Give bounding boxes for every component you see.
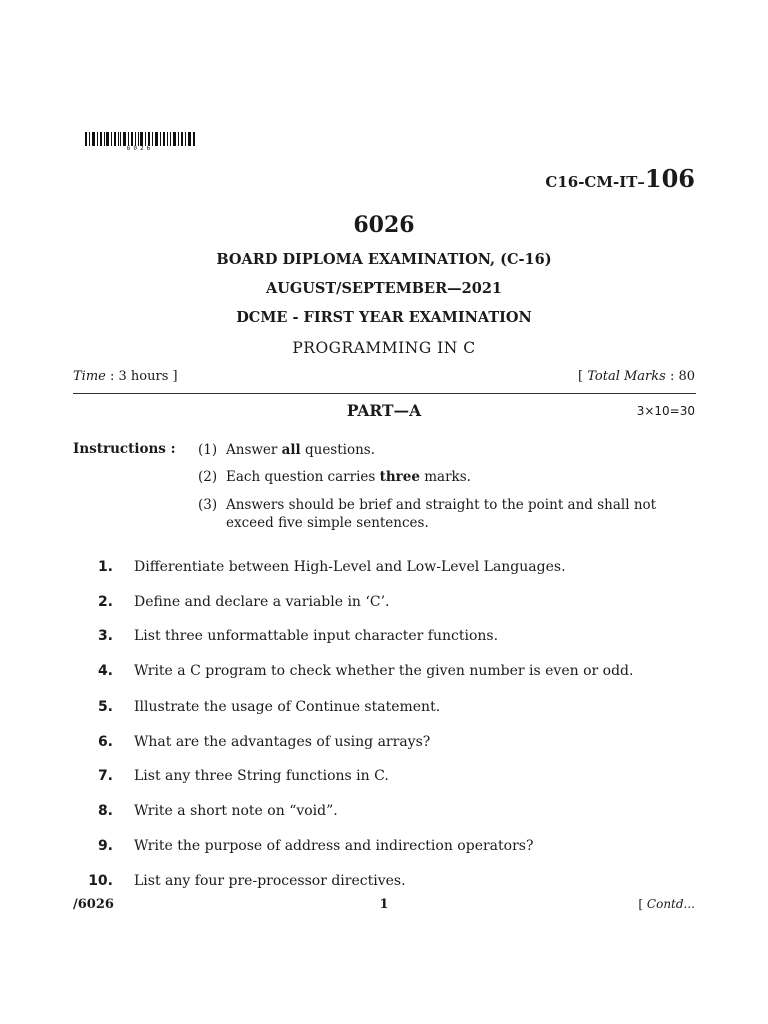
instruction-text-part: Answer <box>226 442 282 458</box>
instruction-item <box>198 441 678 459</box>
instruction-emphasis: all <box>281 442 301 458</box>
question-number: 7. <box>97 768 113 784</box>
time-allowed <box>73 369 178 384</box>
continued-text: Contd... <box>646 897 695 911</box>
continued-note <box>638 897 695 911</box>
total-marks <box>578 369 695 384</box>
instruction-text <box>226 468 676 486</box>
question-item <box>73 628 696 644</box>
marks-label: Total Marks <box>587 369 666 384</box>
session-title: AUGUST/SEPTEMBER—2021 <box>265 280 502 297</box>
year-exam-title: DCME - FIRST YEAR EXAMINATION <box>236 309 532 326</box>
question-item <box>73 803 696 819</box>
instruction-text-part: Each question carries <box>226 469 380 485</box>
question-text: List any four pre-processor directives. <box>134 873 406 889</box>
instruction-text-part: marks. <box>419 469 471 485</box>
marks-bracket: [ <box>578 369 588 384</box>
question-item <box>73 699 696 715</box>
subject-title: PROGRAMMING IN C <box>292 339 476 357</box>
page-number: 1 <box>379 897 389 912</box>
question-item <box>73 768 696 784</box>
question-text: Write the purpose of address and indirection operators? <box>134 838 534 854</box>
question-item <box>73 559 696 575</box>
instruction-text <box>226 441 676 459</box>
divider-rule <box>73 393 696 394</box>
question-text: What are the advantages of using arrays? <box>134 734 431 750</box>
question-item <box>73 594 696 610</box>
exam-code: 6026 <box>353 212 415 238</box>
question-item <box>73 663 696 679</box>
instruction-text: Answers should be brief and straight to the point and shall not exceed five simple sentences. <box>226 497 657 531</box>
question-text: List three unformattable input character functions. <box>134 628 499 644</box>
instructions-label: Instructions : <box>73 441 176 457</box>
question-item <box>73 734 696 750</box>
question-item <box>73 873 696 889</box>
instruction-number: (2) <box>198 469 218 485</box>
continued-bracket: [ <box>638 897 647 911</box>
instruction-emphasis: three <box>379 469 420 485</box>
question-number: 1. <box>97 559 113 575</box>
question-text: List any three String functions in C. <box>134 768 389 784</box>
instruction-item <box>198 496 678 532</box>
question-text: Write a short note on “void”. <box>134 803 338 819</box>
barcode-image <box>85 132 195 146</box>
time-label: Time <box>73 369 106 384</box>
part-title: PART—A <box>346 401 422 420</box>
paper-code-number: 106 <box>644 164 695 193</box>
barcode-number: 6026 <box>126 145 154 152</box>
paper-code-prefix: C16-CM-IT– <box>545 173 645 191</box>
time-value: : 3 hours ] <box>105 369 178 384</box>
question-text: Write a C program to check whether the given number is even or odd. <box>134 663 634 679</box>
question-text: Illustrate the usage of Continue statement. <box>134 699 441 715</box>
footer-code: /6026 <box>73 897 114 912</box>
question-number: 2. <box>97 594 113 610</box>
board-title: BOARD DIPLOMA EXAMINATION, (C-16) <box>216 251 552 268</box>
question-number: 9. <box>97 838 113 854</box>
paper-code <box>545 164 695 193</box>
question-number: 6. <box>97 734 113 750</box>
question-number: 4. <box>97 663 113 679</box>
part-marks: 3×10=30 <box>636 404 695 418</box>
question-number: 5. <box>97 699 113 715</box>
instruction-number: (3) <box>198 497 218 513</box>
question-text: Differentiate between High-Level and Low-Level Languages. <box>134 559 566 575</box>
question-item <box>73 838 696 854</box>
marks-value: : 80 <box>665 369 695 384</box>
question-number: 3. <box>97 628 113 644</box>
instruction-number: (1) <box>198 442 218 458</box>
question-number: 8. <box>97 803 113 819</box>
instruction-item <box>198 468 678 486</box>
question-text: Define and declare a variable in ‘C’. <box>134 594 390 610</box>
instruction-text-part: questions. <box>300 442 376 458</box>
question-number: 10. <box>88 873 113 889</box>
